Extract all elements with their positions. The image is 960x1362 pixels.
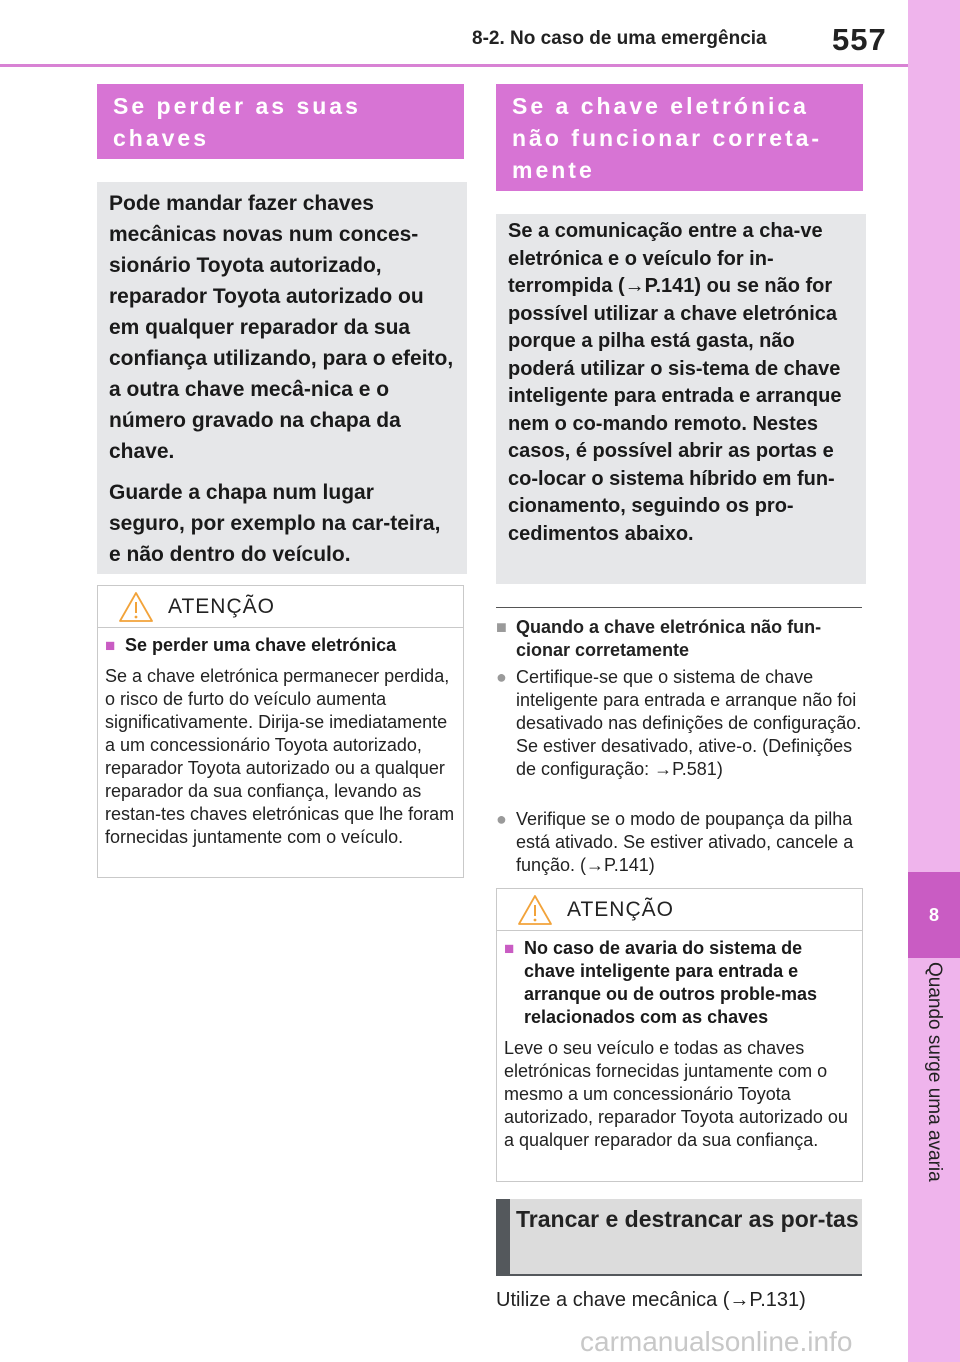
subheading-key-malfunction xyxy=(496,616,864,662)
summary-lost-keys xyxy=(97,182,467,574)
subheading-text: Quando a chave eletrónica não fun-cionar corretamente xyxy=(516,617,822,660)
caution-label: ATENÇÃO xyxy=(567,898,674,921)
warning-triangle-icon xyxy=(118,591,154,623)
round-bullet-icon: ● xyxy=(496,809,507,829)
section-title: 8-2. No caso de uma emergência xyxy=(472,28,767,49)
section-text: Utilize a chave mecânica (→P.131) xyxy=(496,1289,806,1311)
heading-key-not-working: Se a chave eletrónica não funcionar correta-mente xyxy=(496,84,863,191)
bullet-text: Verifique se o modo de poupança da pilha está ativado. Se estiver ativado, cancele a função. (→P.141) xyxy=(516,809,854,875)
caution-subheading xyxy=(504,937,854,1029)
caution-subheading-text: No caso de avaria do sistema de chave inteligente para entrada e arranque ou de outros proble-mas relacionados com as chaves xyxy=(524,938,818,1027)
square-bullet-icon: ■ xyxy=(504,939,515,958)
heading-lost-keys: Se perder as suas chaves xyxy=(97,84,464,159)
bullet-item xyxy=(496,666,864,781)
caution-subheading-text: Se perder uma chave eletrónica xyxy=(125,635,397,655)
caution-box-smart-key-failure xyxy=(496,888,863,1182)
caution-header xyxy=(98,586,463,628)
caution-label: ATENÇÃO xyxy=(168,595,275,618)
caution-header xyxy=(497,889,862,931)
square-bullet-icon: ■ xyxy=(105,636,116,655)
bullet-text: Certifique-se que o sistema de chave inteligente para entrada e arranque não foi desativado nas definições de configuração. Se estiver desativado, ative-o. (Definições de configuração: →P.581) xyxy=(516,667,862,779)
warning-triangle-icon xyxy=(517,894,553,926)
chapter-title-vertical xyxy=(908,962,960,1232)
summary-key-not-working xyxy=(496,214,866,584)
caution-text: Se a chave eletrónica permanecer perdida, o risco de furto do veículo aumenta significativamente. Dirija-se imediatamente a um concessionário Toyota autorizado, reparador Toyota autorizado ou a qualquer reparador da sua confiança, levando as restan-tes chaves eletrónicas que lhe foram fornecidas juntamente com o veículo. xyxy=(105,666,455,847)
page-number: 557 xyxy=(832,22,887,57)
watermark: carmanualsonline.info xyxy=(580,1326,853,1357)
bullet-item xyxy=(496,808,864,877)
caution-body xyxy=(98,628,463,849)
summary-paragraph: Se a comunicação entre a cha-ve eletrónica e o veículo for in-terrompida (→P.141) ou se não for possível utilizar a chave eletrónica porque a pilha está gasta, não poderá utilizar o sis-tema de chave inteligente para entrada e arranque nem o co-mando remoto. Nestes casos, é possível abrir as portas e co-locar o sistema híbrido em fun-cionamento, seguindo os pro-cedimentos abaixo. xyxy=(508,220,842,545)
heading-lock-unlock-doors: Trancar e destrancar as por-tas xyxy=(496,1199,862,1276)
chapter-number-tab: 8 xyxy=(908,872,960,958)
caution-body xyxy=(497,931,862,1152)
caution-box-lost-key xyxy=(97,585,464,878)
summary-paragraph: Guarde a chapa num lugar seguro, por exemplo na car-teira, e não dentro do veículo. xyxy=(109,481,441,566)
summary-paragraph: Pode mandar fazer chaves mecânicas novas num conces-sionário Toyota autorizado, reparador Toyota autorizado ou em qualquer reparador da sua confiança utilizando, para o efeito, a outra chave mecâ-nica e o número gravado na chapa da chave. xyxy=(109,192,454,463)
round-bullet-icon: ● xyxy=(496,667,507,687)
divider-rule xyxy=(496,607,862,608)
chapter-title-text: Quando surge uma avaria xyxy=(924,962,945,1182)
caution-text: Leve o seu veículo e todas as chaves eletrónicas fornecidas juntamente com o mesmo a um concessionário Toyota autorizado, reparador Toyota autorizado ou a qualquer reparador da sua confiança. xyxy=(504,1038,848,1150)
header-rule xyxy=(0,64,908,67)
square-bullet-icon: ■ xyxy=(496,617,507,637)
caution-subheading xyxy=(105,634,455,657)
